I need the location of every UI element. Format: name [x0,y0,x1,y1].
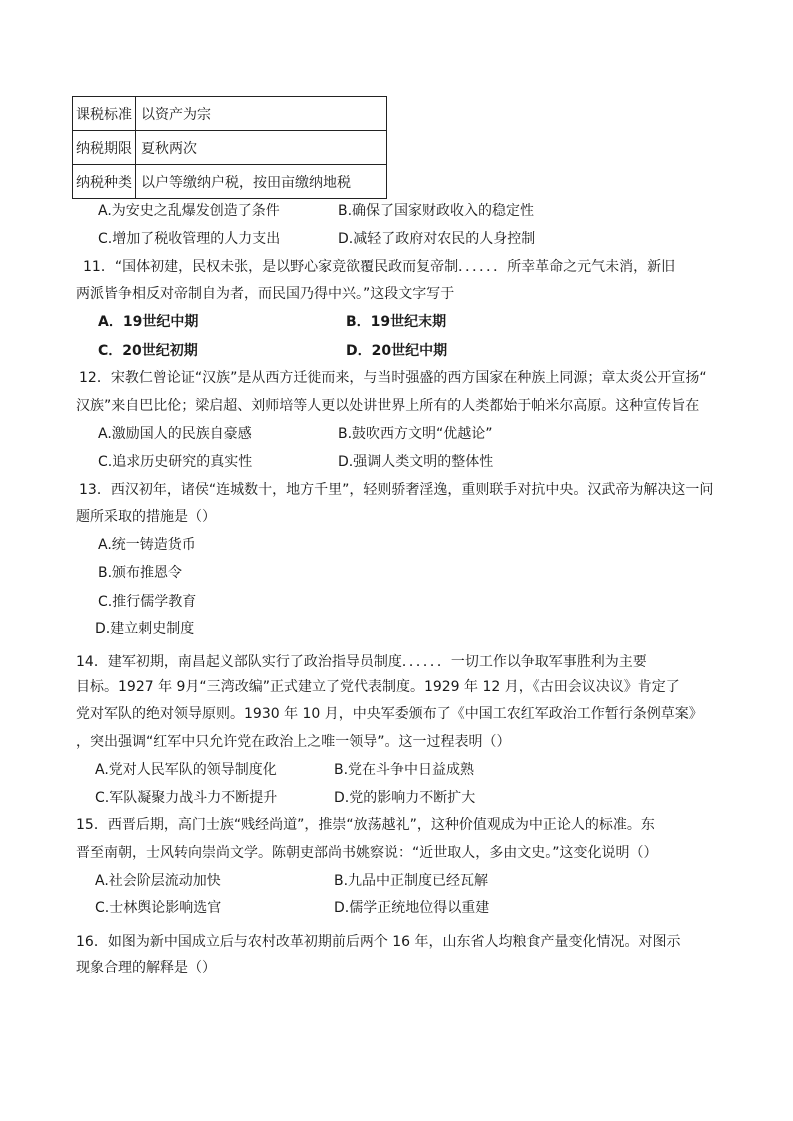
q12-stem-line-1: 12．宋教仁曾论证“汉族”是从西方迁徙而来，与当时强盛的西方国家在种族上同源；章太炎公开宣扬“ [79,370,707,386]
q16-stem-line-1: 16．如图为新中国成立后与农村改革初期前后两个 16 年，山东省人均粮食产量变化情况。对图示 [76,934,681,950]
q14-option-c: C.军队凝聚力战斗力不断提升 [95,790,278,806]
q14-option-b: B.党在斗争中日益成熟 [334,762,475,778]
q13-option-d: D.建立刺史制度 [95,621,195,637]
q14-option-d: D.党的影响力不断扩大 [334,790,476,806]
q12-stem-line-2: 汉族”来自巴比伦；梁启超、刘师培等人更以处讲世界上所有的人类都始于帕米尔高原。这种宣传旨在 [76,398,700,414]
table-row [73,165,387,199]
q13-option-c: C.推行儒学教育 [98,594,197,610]
q12-option-a: A.激励国人的民族自豪感 [98,426,252,442]
table-value-cell: 夏秋两次 [136,131,387,165]
q11-option-a: A．19世纪中期 [98,314,199,330]
q13-stem-line-1: 13．西汉初年，诸侯“连城数十，地方千里”，轻则骄奢淫逸，重则联手对抗中央。汉武帝为解决这一问 [79,482,714,498]
q14-stem-line-2: 目标。1927 年 9月“三湾改编”正式建立了党代表制度。1929 年 12 月，《古田会议决议》肯定了 [76,679,680,695]
q13-stem-line-2: 题所采取的措施是（） [76,509,216,525]
q15-option-a: A.社会阶层流动加快 [95,873,221,889]
q15-option-b: B.九品中正制度已经瓦解 [334,873,489,889]
table-label-cell: 课税标准 [73,97,136,131]
q13-option-a: A.统一铸造货币 [98,537,196,553]
q14-stem-line-1: 14．建军初期，南昌起义部队实行了政治指导员制度．．．．．．一切工作以争取军事胜利为主要 [76,654,647,670]
q12-option-b: B.鼓吹西方文明“优越论” [338,426,493,442]
q13-option-b: B.颁布推恩令 [98,565,183,581]
table-value-cell: 以户等缴纳户税，按田亩缴纳地税 [136,165,387,199]
q14-stem-line-3: 党对军队的绝对领导原则。1930 年 10 月，中央军委颁布了《中国工农红军政治工作暂行条例草案》 [76,706,703,722]
q10-option-d: D.减轻了政府对农民的人身控制 [338,231,536,247]
q16-stem-line-2: 现象合理的解释是（） [76,960,216,976]
q10-option-b: B.确保了国家财政收入的稳定性 [338,203,535,219]
table-value-cell: 以资产为宗 [136,97,387,131]
tax-table [72,96,387,199]
q14-option-a: A.党对人民军队的领导制度化 [95,762,277,778]
q15-stem-line-1: 15．西晋后期，高门士族“贱经尚道”，推崇“放荡越礼”，这种价值观成为中正论人的标准。东 [76,817,655,833]
q15-option-c: C.士林舆论影响选官 [95,900,222,916]
q11-stem-line-1: 11．“国体初建，民权未张，是以野心家竞欲覆民政而复帝制．．．．．．所幸革命之元气未消，新旧 [83,259,676,275]
q11-option-b: B．19世纪末期 [346,314,447,330]
q11-stem-line-2: 两派皆争相反对帝制自为者，而民国乃得中兴。”这段文字写于 [76,286,455,302]
q15-stem-line-2: 晋至南朝，士风转向崇尚文学。陈朝吏部尚书姚察说：“近世取人，多由文史。”这变化说明（） [76,845,658,861]
q10-option-a: A.为安史之乱爆发创造了条件 [98,203,280,219]
table-row [73,131,387,165]
q11-option-d: D．20世纪中期 [346,343,448,359]
table-label-cell: 纳税期限 [73,131,136,165]
q14-stem-line-4: ，突出强调“红军中只允许党在政治上之唯一领导”。这一过程表明（） [76,734,511,750]
q12-option-d: D.强调人类文明的整体性 [338,454,494,470]
table-row [73,97,387,131]
table-label-cell: 纳税种类 [73,165,136,199]
q12-option-c: C.追求历史研究的真实性 [98,454,253,470]
q11-option-c: C．20世纪初期 [98,343,198,359]
q10-option-c: C.增加了税收管理的人力支出 [98,231,281,247]
q15-option-d: D.儒学正统地位得以重建 [334,900,490,916]
